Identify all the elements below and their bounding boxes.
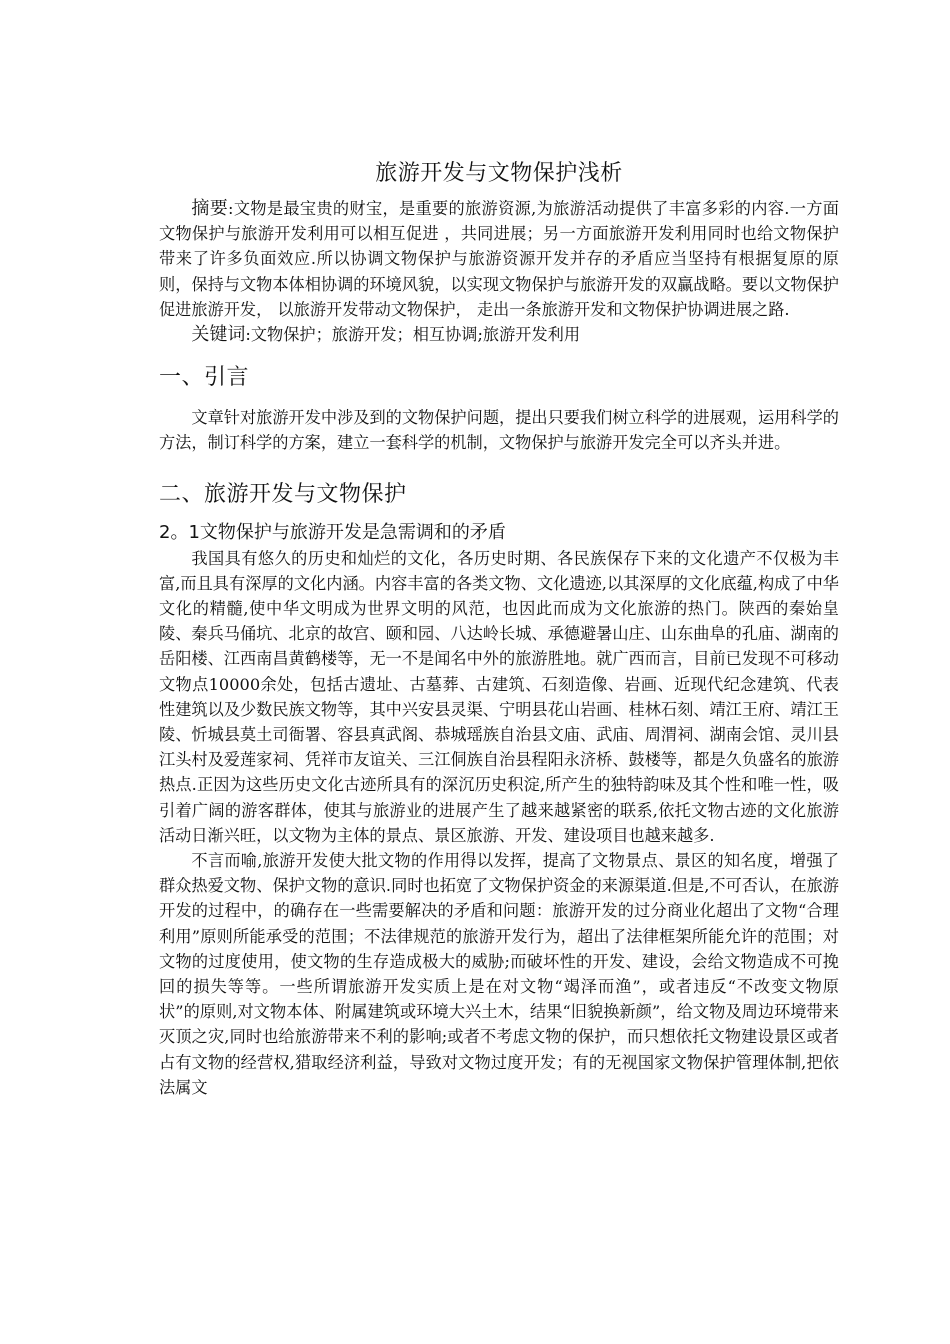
section-heading-introduction: 一、引言 xyxy=(159,365,250,391)
body-paragraph: 不言而喻,旅游开发使大批文物的作用得以发挥，提高了文物景点、景区的知名度，增强了群众热爱文物、保护文物的意识.同时也拓宽了文物保护资金的来源渠道.但是,不可否认，在旅游开发的过程中，的确存在一些需要解决的矛盾和问题：旅游开发的过分商业化超出了文物“合理利用”原则所能承受的范围；不法律规范的旅游开发行为，超出了法律框架所能允许的范围；对文物的过度使用，使文物的生存造成极大的威胁;而破坏性的开发、建设，会给文物造成不可挽回的损失等等。一些所谓旅游开发实质上是在对文物“竭泽而渔”，或者违反“不改变文物原状”的原则,对文物本体、附属建筑或环境大兴土木，结果“旧貌换新颜”，给文物及周边环境带来灭顶之灾,同时也给旅游带来不利的影响;或者不考虑文物的保护，而只想依托文物建设景区或者占有文物的经营权,猎取经济利益，导致对文物过度开发；有的无视国家文物保护管理体制,把依法属文 xyxy=(159,851,839,1097)
abstract-paragraph xyxy=(159,196,839,322)
introduction-paragraph: 文章针对旅游开发中涉及到的文物保护问题，提出只要我们树立科学的进展观，运用科学的方法，制订科学的方案，建立一套科学的机制，文物保护与旅游开发完全可以齐头并进。 xyxy=(159,408,839,453)
keywords-paragraph xyxy=(159,322,839,347)
abstract-text: :文物是最宝贵的财宝，是重要的旅游资源,为旅游活动提供了丰富多彩的内容.一方面文物保护与旅游开发利用可以相互促进 ，共同进展；另一方面旅游开发利用同时也给文物保护带来了许多负面效应.所以协调文物保护与旅游资源开发并存的矛盾应当坚持有根据复原的原则，保持与文物本体相协调的环境风貌，以实现文物保护与旅游开发的双赢战略。要以文物保护促进旅游开发， 以旅游开发带动文物保护， 走出一条旅游开发和文物保护协调进展之路. xyxy=(159,199,839,319)
section-heading-tourism-and-relics: 二、旅游开发与文物保护 xyxy=(159,481,407,507)
abstract-label: 摘要 xyxy=(191,198,229,219)
subsection-heading-2-1: 2。1文物保护与旅游开发是急需调和的矛盾 xyxy=(159,521,506,543)
document-content xyxy=(159,156,839,1100)
keywords-text: :文物保护；旅游开发；相互协调;旅游开发利用 xyxy=(245,325,581,345)
document-title: 旅游开发与文物保护浅析 xyxy=(375,161,623,186)
body-paragraph: 我国具有悠久的历史和灿烂的文化，各历史时期、各民族保存下来的文化遗产不仅极为丰富,而且具有深厚的文化内涵。内容丰富的各类文物、文化遗迹,以其深厚的文化底蕴,构成了中华文化的精髓,使中华文明成为世界文明的风范，也因此而成为文化旅游的热门。陕西的秦始皇陵、秦兵马俑坑、北京的故宫、颐和园、八达岭长城、承德避暑山庄、山东曲阜的孔庙、湖南的岳阳楼、江西南昌黄鹤楼等，无一不是闻名中外的旅游胜地。就广西而言，目前已发现不可移动文物点10000余处，包括古遗址、古墓葬、古建筑、石刻造像、岩画、近现代纪念建筑、代表性建筑以及少数民族文物等，其中兴安县灵渠、宁明县花山岩画、桂林石刻、靖江王府、靖江王陵、忻城县莫土司衙署、容县真武阁、恭城瑶族自治县文庙、武庙、周渭祠、湖南会馆、灵川县江头村及爱莲家祠、凭祥市友谊关、三江侗族自治县程阳永济桥、鼓楼等，都是久负盛名的旅游热点.正因为这些历史文化古迹所具有的深沉历史积淀,所产生的独特韵味及其个性和唯一性，吸引着广阔的游客群体，使其与旅游业的进展产生了越来越紧密的联系,依托文物古迹的文化旅游活动日渐兴旺，以文物为主体的景点、景区旅游、开发、建设项目也越来越多. xyxy=(159,548,839,845)
keywords-label: 关键词 xyxy=(191,324,246,346)
